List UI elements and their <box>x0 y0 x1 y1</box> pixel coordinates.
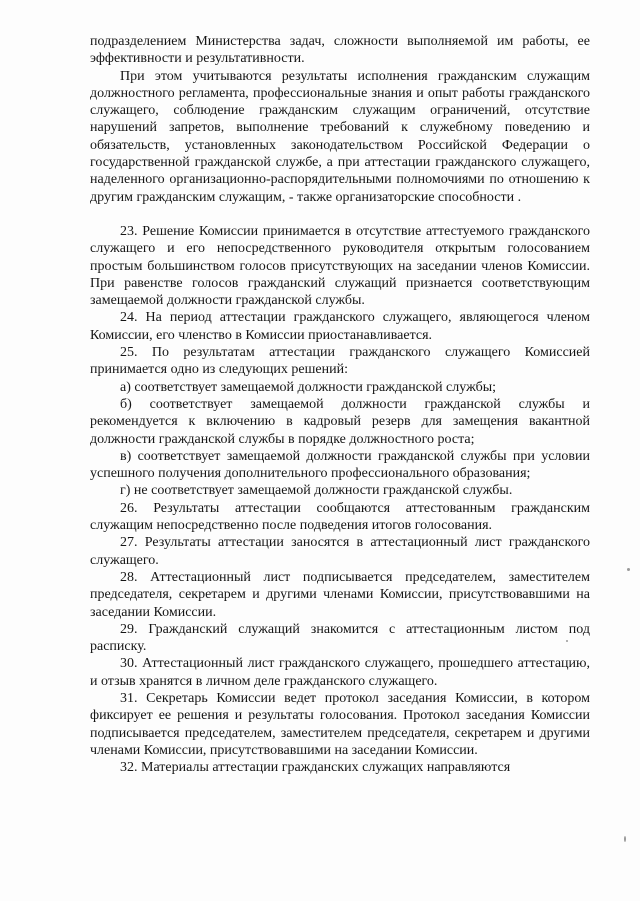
paragraph-29: 29. Гражданский служащий знакомится с аттестационным листом под расписку. <box>90 621 590 655</box>
paragraph-24: 24. На период аттестации гражданского служащего, являющегося членом Комиссии, его членство в Комиссии приостанавливается. <box>90 310 590 343</box>
paragraph-26: 26. Результаты аттестации сообщаются аттестованным гражданским служащим непосредственно после подведения итогов голосования. <box>90 500 590 534</box>
paragraph-28: 28. Аттестационный лист подписывается председателем, заместителем председателя, секретарем и другими членами Комиссии, присутствовавшими на заседании Комиссии. <box>90 569 590 620</box>
paragraph-25-v: в) соответствует замещаемой должности гражданской службы при условии успешного получения дополнительного профессионального образования; <box>90 448 590 482</box>
paragraph-gap <box>90 206 590 223</box>
paragraph-27: 27. Результаты аттестации заносятся в аттестационный лист гражданского служащего. <box>90 535 590 568</box>
paragraph-25-b: б) соответствует замещаемой должности гражданской службы и рекомендуется к включению в кадровый резерв для замещения вакантной должности гражданской службы в порядке должностного роста; <box>90 396 590 447</box>
scan-speck <box>566 640 568 642</box>
paragraph-25-g: г) не соответствует замещаемой должности гражданской службы. <box>120 483 513 499</box>
paragraph-30: 30. Аттестационный лист гражданского служащего, прошедшего аттестацию, и отзыв хранятся в личном деле гражданского служащего. <box>90 656 590 689</box>
scan-speck <box>627 568 630 571</box>
paragraph-31: 31. Секретарь Комиссии ведет протокол заседания Комиссии, в котором фиксирует ее решения и результаты голосования. Протокол заседания Комиссии подписывается председателем, заместителем председателя, секретарем и другими членами Комиссии, присутствовавшими на заседании Комиссии. <box>90 690 590 758</box>
document-body <box>90 33 590 776</box>
paragraph-32: 32. Материалы аттестации гражданских служащих направляются <box>120 760 511 776</box>
paragraph-23: 23. Решение Комиссии принимается в отсутствие аттестуемого гражданского служащего и его непосредственного руководителя открытым голосованием простым большинством голосов присутствующих на заседании членов Комиссии. При равенстве голосов гражданский служащий признается соответствующим замещаемой должности гражданской службы. <box>90 223 590 309</box>
paragraph-25-a: а) соответствует замещаемой должности гражданской службы; <box>120 379 496 395</box>
paragraph-25: 25. По результатам аттестации гражданского служащего Комиссией принимается одно из следующих решений: <box>90 345 590 378</box>
paragraph-assessment-criteria: При этом учитываются результаты исполнения гражданским служащим должностного регламента, профессиональные знания и опыт работы гражданского служащего, соблюдение гражданским служащим ограничений, отсутствие нарушений запретов, выполнение требований к служебному поведению и обязательств, установленных законодательством Российской Федерации о государственной гражданской службе, а при аттестации гражданского служащего, наделенного организационно-распорядительными полномочиями по отношению к другим гражданским служащим, - также организаторские способности . <box>90 68 590 205</box>
scan-speck <box>624 836 626 842</box>
paragraph-intro-continuation: подразделением Министерства задач, сложности выполняемой им работы, ее эффективности и результативности. <box>90 34 590 67</box>
